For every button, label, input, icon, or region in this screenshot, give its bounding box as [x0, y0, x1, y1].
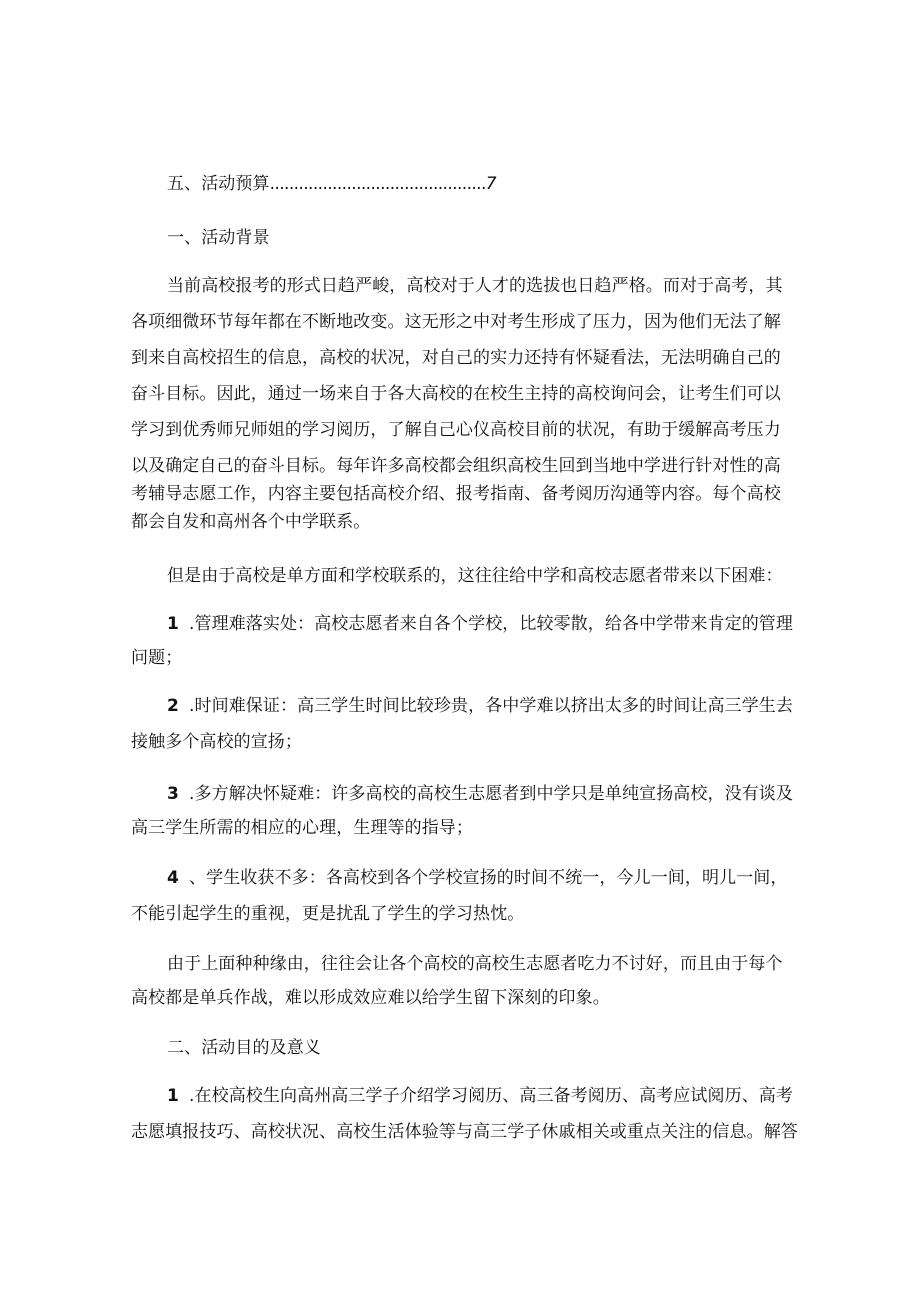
- list-item-text: 、学生收获不多：各高校到各个学校宣扬的时间不统一，今儿一间，明儿一间，: [189, 868, 788, 888]
- list-item-text: .多方解决怀疑难：许多高校的高校生志愿者到中学只是单纯宣扬高校，没有谈及: [189, 784, 794, 804]
- list-item-continuation: 高三学生所需的相应的心理，生理等的指导；: [131, 818, 473, 838]
- list-item-number: 1: [167, 614, 179, 634]
- list-item-continuation: 不能引起学生的重视，更是扰乱了学生的学习热忱。: [131, 904, 525, 924]
- paragraph-line: 奋斗目标。因此，通过一场来自于各大高校的在校生主持的高校询问会，让考生们可以: [131, 384, 781, 404]
- list-item-text: .时间难保证：高三学生时间比较珍贵，各中学难以挤出太多的时间让高三学生去: [189, 696, 794, 716]
- toc-entry-page: 7: [485, 174, 497, 194]
- list-item: [167, 694, 793, 718]
- paragraph-line: 由于上面种种缘由，往往会让各个高校的高校生志愿者吃力不讨好，而且由于每个: [167, 954, 783, 974]
- paragraph-line: 到来自高校招生的信息，高校的状况，对自己的实力还持有怀疑看法，无法明确自己的: [131, 348, 781, 368]
- list-item: [167, 612, 793, 636]
- toc-entry-label: 五、活动预算: [167, 174, 270, 194]
- section-heading-background: 一、活动背景: [167, 228, 270, 248]
- paragraph-line: 高校都是单兵作战，难以形成效应难以给学生留下深刻的印象。: [131, 988, 610, 1008]
- list-item-continuation: 接触多个高校的宣扬；: [131, 732, 302, 752]
- section-heading-purpose: 二、活动目的及意义: [167, 1038, 321, 1058]
- toc-entry-leader: .............................................: [269, 174, 486, 194]
- paragraph-line: 考辅导志愿工作，内容主要包括高校介绍、报考指南、备考阅历沟通等内容。每个高校: [131, 484, 781, 504]
- list-item: [167, 866, 788, 890]
- list-item-continuation: 问题；: [131, 648, 183, 668]
- list-item-number: 1: [167, 1086, 179, 1106]
- paragraph-line: 当前高校报考的形式日趋严峻，高校对于人才的选拔也日趋严格。而对于高考，其: [167, 276, 783, 296]
- paragraph-line: 都会自发和高州各个中学联系。: [131, 512, 371, 532]
- list-item-number: 2: [167, 696, 179, 716]
- paragraph-line: 以及确定自己的奋斗目标。每年许多高校都会组织高校生回到当地中学进行针对性的高: [131, 456, 781, 476]
- list-item-text: .在校高校生向高州高三学子介绍学习阅历、高三备考阅历、高考应试阅历、高考: [189, 1086, 794, 1106]
- list-item: [167, 782, 793, 806]
- list-item-number: 4: [167, 868, 179, 888]
- toc-entry-5: [167, 172, 497, 196]
- paragraph-line: 各项细微环节每年都在不断地改变。这无形之中对考生形成了压力，因为他们无法了解: [131, 312, 781, 332]
- paragraph-line: 但是由于高校是单方面和学校联系的，这往往给中学和高校志愿者带来以下困难：: [167, 566, 783, 586]
- list-item-text: .管理难落实处：高校志愿者来自各个学校，比较零散，给各中学带来肯定的管理: [189, 614, 794, 634]
- list-item: [167, 1084, 793, 1108]
- paragraph-line: 学习到优秀师兄师姐的学习阅历，了解自己心仪高校目前的状况，有助于缓解高考压力: [131, 420, 781, 440]
- list-item-continuation: 志愿填报技巧、高校状况、高校生活体验等与高三学子休戚相关或重点关注的信息。解答: [131, 1122, 798, 1142]
- list-item-number: 3: [167, 784, 179, 804]
